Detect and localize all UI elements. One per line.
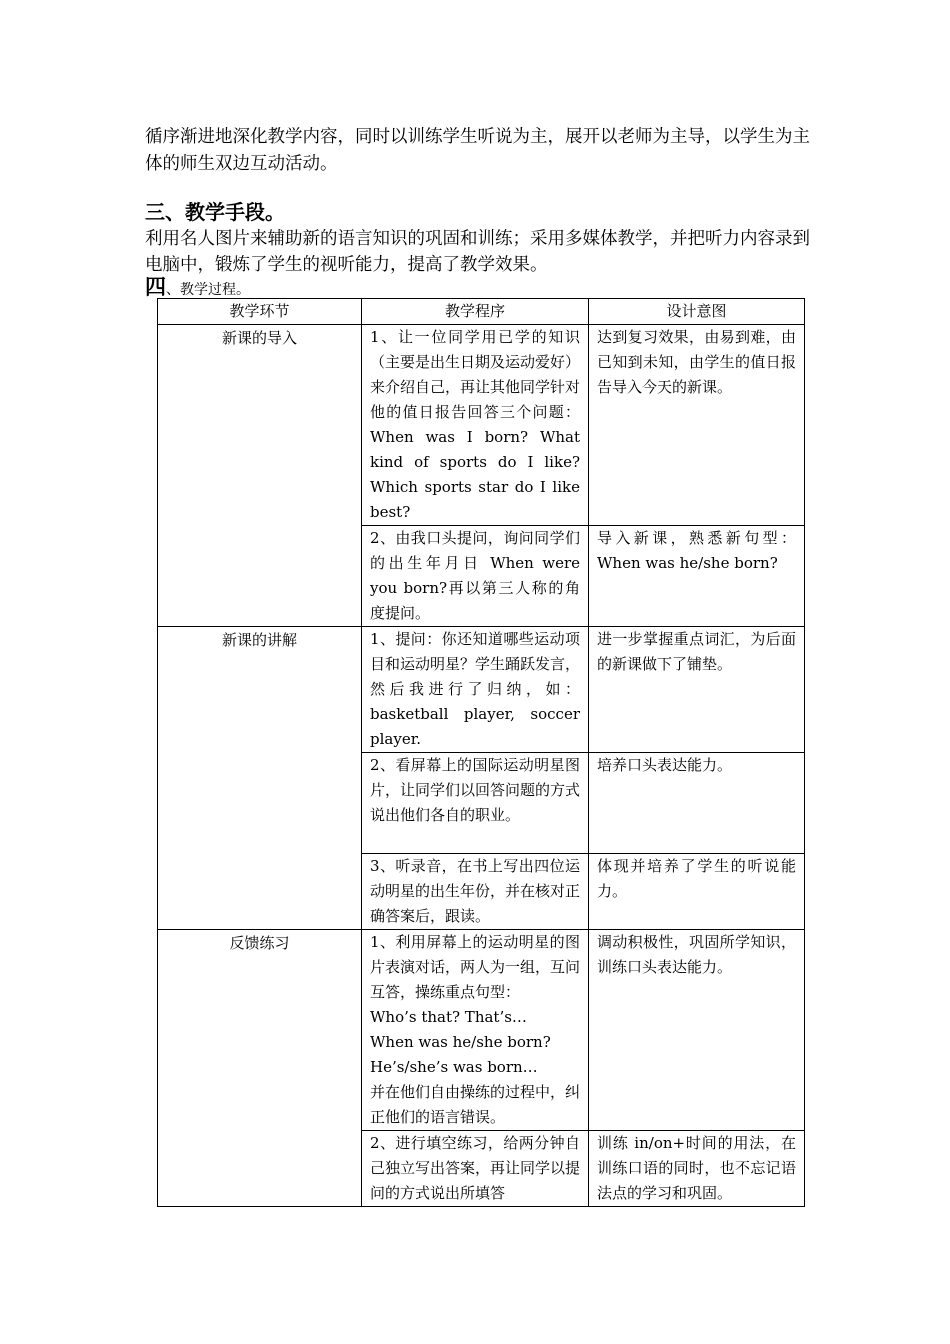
intent-cell: 达到复习效果，由易到难，由已知到未知，由学生的值日报告导入今天的新课。	[589, 325, 805, 526]
procedure-line: Who’s that? That’s…	[370, 1008, 527, 1026]
table-row	[158, 930, 805, 1131]
stage-cell-explain: 新课的讲解	[158, 627, 362, 930]
procedure-cell: 3、听录音，在书上写出四位运动明星的出生年份，并在核对正确答案后，跟读。	[362, 854, 589, 930]
procedure-cell: 2、看屏幕上的国际运动明星图片，让同学们以回答问题的方式说出他们各自的职业。	[362, 753, 589, 854]
procedure-line: He’s/she’s was born…	[370, 1058, 538, 1076]
section4-title: 、教学过程。	[166, 282, 250, 298]
header-intent: 设计意图	[589, 299, 805, 325]
intent-cell: 进一步掌握重点词汇，为后面的新课做下了铺垫。	[589, 627, 805, 753]
intent-cell: 培养口头表达能力。	[589, 753, 805, 854]
procedure-line: 并在他们自由操练的过程中，纠正他们的语言错误。	[370, 1083, 581, 1126]
stage-cell-feedback: 反馈练习	[158, 930, 362, 1207]
procedure-line: 1、利用屏幕上的运动明星的图片表演对话，两人为一组，互问互答，操练重点句型：	[370, 933, 581, 1001]
table-row	[158, 627, 805, 753]
header-stage: 教学环节	[158, 299, 362, 325]
table-row	[158, 325, 805, 526]
teaching-process-table	[157, 298, 805, 1207]
intent-cell: 体现并培养了学生的听说能力。	[589, 854, 805, 930]
table-header-row	[158, 299, 805, 325]
procedure-cell: 2、由我口头提问，询问同学们的出生年月日 When were you born?再以第三人称的角度提问。	[362, 526, 589, 627]
section3-body: 利用名人图片来辅助新的语言知识的巩固和训练；采用多媒体教学，并把听力内容录到电脑中，锻炼了学生的视听能力，提高了教学效果。	[145, 229, 810, 275]
stage-cell-intro: 新课的导入	[158, 325, 362, 627]
intent-cell: 导入新课，熟悉新句型：When was he/she born?	[589, 526, 805, 627]
procedure-line: When was he/she born?	[370, 1033, 551, 1051]
procedure-cell: 2、进行填空练习，给两分钟自己独立写出答案，再让同学以提问的方式说出所填答	[362, 1131, 589, 1207]
procedure-cell	[362, 930, 589, 1131]
procedure-cell: 1、提问：你还知道哪些运动项目和运动明星？学生踊跃发言，然后我进行了归纳，如：basketball player, soccer player.	[362, 627, 589, 753]
intent-cell: 训练 in/on+时间的用法，在训练口语的同时，也不忘记语法点的学习和巩固。	[589, 1131, 805, 1207]
intent-cell: 调动积极性，巩固所学知识，训练口头表达能力。	[589, 930, 805, 1131]
header-procedure: 教学程序	[362, 299, 589, 325]
procedure-cell: 1、让一位同学用已学的知识（主要是出生日期及运动爱好）来介绍自己，再让其他同学针对他的值日报告回答三个问题：When was I born? What kind of sports do I like? Which sports star do I like best?	[362, 325, 589, 526]
intro-paragraph: 循序渐进地深化教学内容，同时以训练学生听说为主，展开以老师为主导，以学生为主体的师生双边互动活动。	[145, 127, 810, 174]
section3-heading: 三、教学手段。	[145, 200, 285, 224]
section4-numeral: 四	[145, 274, 166, 299]
